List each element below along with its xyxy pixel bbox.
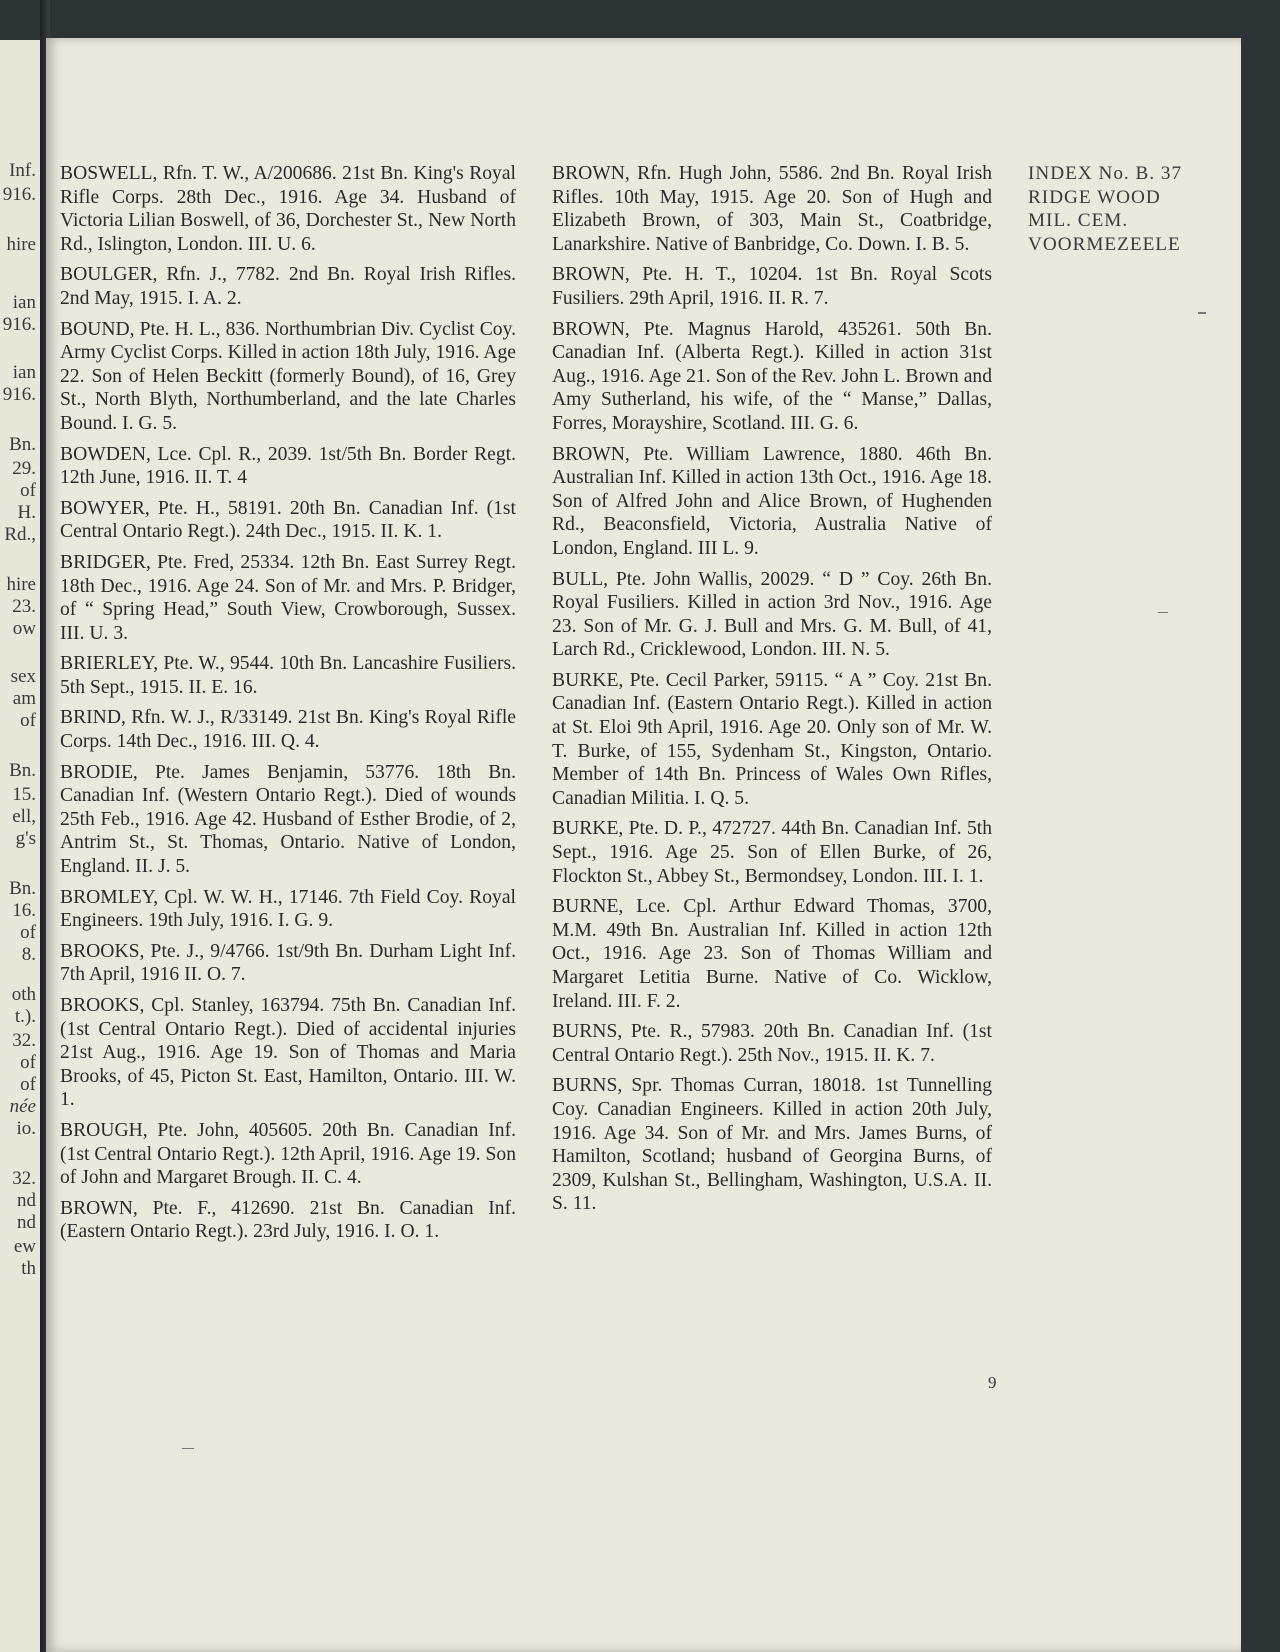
margin-fragment: of xyxy=(20,922,36,943)
register-entry: BOSWELL, Rfn. T. W., A/200686. 21st Bn. King's Royal Rifle Corps. 28th Dec., 1916. Age 34. Husband of Victoria Lilian Boswell, of 36, Dorchester St., New North Rd., Islington, London. III. U. 6. xyxy=(60,163,516,255)
page xyxy=(46,38,1241,1652)
margin-fragment: th xyxy=(21,1258,36,1279)
margin-fragment: t.). xyxy=(14,1006,36,1027)
margin-fragment: g's xyxy=(15,828,36,849)
cemetery-name: RIDGE WOOD xyxy=(1028,186,1161,208)
register-entry: BROUGH, Pte. John, 405605. 20th Bn. Canadian Inf. (1st Central Ontario Regt.). 12th April, 1916. Age 19. Son of John and Margaret Brough. II. C. 4. xyxy=(60,1119,516,1189)
margin-fragment: 32. xyxy=(12,1030,36,1051)
margin-fragment: of xyxy=(20,710,36,731)
margin-fragment: oth xyxy=(11,984,36,1005)
cemetery-index-heading xyxy=(1028,162,1182,256)
register-entry: BROWN, Pte. H. T., 10204. 1st Bn. Royal Scots Fusiliers. 29th April, 1916. II. R. 7. xyxy=(552,264,992,309)
register-entry: BURNS, Spr. Thomas Curran, 18018. 1st Tunnelling Coy. Canadian Engineers. Killed in action 20th July, 1916. Age 34. Son of Mr. and Mrs. James Burns, of Hamilton, Scotland; husband of Georgina Burns, of 2309, Kulshan St., Bellingham, Washington, U.S.A. II. S. 11. xyxy=(552,1075,992,1215)
register-entry: BURKE, Pte. Cecil Parker, 59115. “ A ” Coy. 21st Bn. Canadian Inf. (Eastern Ontario Regt.). Killed in action at St. Eloi 9th April, 1916. Age 20. Only son of Mr. W. T. Burke, of 155, Sydenham St., Kingston, Ontario. Member of 14th Bn. Princess of Wales Own Rifles, Canadian Militia. I. Q. 5. xyxy=(552,669,992,809)
register-entry: BULL, Pte. John Wallis, 20029. “ D ” Coy. 26th Bn. Royal Fusiliers. Killed in action 3rd Nov., 1916. Age 23. Son of Mr. G. J. Bull and Mrs. G. M. Bull, of 41, Larch Rd., Cricklewood, London. III. N. 5. xyxy=(552,568,992,661)
register-entry: BOWDEN, Lce. Cpl. R., 2039. 1st/5th Bn. Border Regt. 12th June, 1916. II. T. 4 xyxy=(60,443,516,489)
margin-fragment: Bn. xyxy=(9,760,36,781)
register-entry: BROOKS, Cpl. Stanley, 163794. 75th Bn. Canadian Inf. (1st Central Ontario Regt.). Died of accidental injuries 21st Aug., 1916. Age 19. Son of Thomas and Maria Brooks, of 45, Picton St. East, Hamilton, Ontario. III. W. 1. xyxy=(60,995,516,1111)
margin-fragment: ian xyxy=(12,362,36,383)
register-entry: BOWYER, Pte. H., 58191. 20th Bn. Canadian Inf. (1st Central Ontario Regt.). 24th Dec., 1915. II. K. 1. xyxy=(60,497,516,543)
register-entry: BRIDGER, Pte. Fred, 25334. 12th Bn. East Surrey Regt. 18th Dec., 1916. Age 24. Son of Mr. and Mrs. P. Bridger, of “ Spring Head,” South View, Crowborough, Sussex. III. U. 3. xyxy=(60,551,516,644)
register-entry: BOUND, Pte. H. L., 836. Northumbrian Div. Cyclist Coy. Army Cyclist Corps. Killed in action 18th July, 1916. Age 22. Son of Helen Beckitt (formerly Bound), of 16, Grey St., North Blyth, Northumberland, and the late Charles Bound. I. G. 5. xyxy=(60,318,516,434)
register-entry: BURNS, Pte. R., 57983. 20th Bn. Canadian Inf. (1st Central Ontario Regt.). 25th Nov., 1915. II. K. 7. xyxy=(552,1021,992,1066)
margin-fragment: H. xyxy=(17,502,36,523)
paper-speck xyxy=(1158,612,1168,613)
margin-fragment: Rd., xyxy=(4,524,36,545)
margin-fragment: hire xyxy=(6,234,36,255)
margin-fragment: sex xyxy=(10,666,36,687)
register-entry: BRODIE, Pte. James Benjamin, 53776. 18th Bn. Canadian Inf. (Western Ontario Regt.). Died of wounds 25th Feb., 1916. Age 42. Husband of Esther Brodie, of 2, Antrim St., St. Thomas, Ontario. Native of London, England. II. J. 5. xyxy=(60,761,516,878)
margin-fragment: of xyxy=(20,1052,36,1073)
paper-speck xyxy=(182,1448,194,1449)
margin-fragment: ian xyxy=(12,292,36,313)
register-entry: BROWN, Pte. Magnus Harold, 435261. 50th Bn. Canadian Inf. (Alberta Regt.). Killed in action 31st Aug., 1916. Age 21. Son of the Rev. John L. Brown and Amy Sutherland, his wife, of the “ Manse,” Dallas, Forres, Morayshire, Scotland. III. G. 6. xyxy=(552,318,992,434)
margin-fragment: of xyxy=(20,480,36,501)
register-entry: BOULGER, Rfn. J., 7782. 2nd Bn. Royal Irish Rifles. 2nd May, 1915. I. A. 2. xyxy=(60,264,516,309)
register-entry: BROMLEY, Cpl. W. W. H., 17146. 7th Field Coy. Royal Engineers. 19th July, 1916. I. G. 9. xyxy=(60,886,516,932)
margin-fragment: io. xyxy=(16,1118,36,1139)
margin-fragment: hire xyxy=(6,574,36,595)
margin-fragment: 16. xyxy=(12,900,36,921)
left-column xyxy=(60,162,516,1251)
margin-fragment: 916. xyxy=(2,384,36,405)
margin-fragment: née xyxy=(9,1096,36,1117)
register-entry: BRIERLEY, Pte. W., 9544. 10th Bn. Lancashire Fusiliers. 5th Sept., 1915. II. E. 16. xyxy=(60,653,516,698)
register-entry: BURNE, Lce. Cpl. Arthur Edward Thomas, 3700, M.M. 49th Bn. Australian Inf. Killed in action 12th Oct., 1916. Age 23. Son of Thomas William and Margaret Letitia Burne. Native of Co. Wicklow, Ireland. III. F. 2. xyxy=(552,896,992,1012)
margin-fragment: ew xyxy=(13,1236,36,1257)
register-entry: BROOKS, Pte. J., 9/4766. 1st/9th Bn. Durham Light Inf. 7th April, 1916 II. O. 7. xyxy=(60,940,516,986)
cemetery-location: VOORMEZEELE xyxy=(1028,233,1181,255)
margin-fragment: Bn. xyxy=(9,434,36,455)
margin-fragment: Inf. xyxy=(9,160,36,181)
paper-speck xyxy=(1198,312,1206,314)
margin-fragment: 916. xyxy=(2,184,36,205)
margin-fragment: 23. xyxy=(12,596,36,617)
margin-fragment: 8. xyxy=(21,944,36,965)
margin-fragment: 29. xyxy=(12,458,36,479)
page-number: 9 xyxy=(988,1373,997,1392)
margin-fragment: Bn. xyxy=(9,878,36,899)
index-number: INDEX No. B. 37 xyxy=(1028,163,1183,184)
margin-fragment: 15. xyxy=(12,784,36,805)
margin-fragment: 916. xyxy=(2,314,36,335)
register-entry: BURKE, Pte. D. P., 472727. 44th Bn. Canadian Inf. 5th Sept., 1916. Age 25. Son of Ellen Burke, of 26, Flockton St., Abbey St., Bermondsey, London. III. I. 1. xyxy=(552,818,992,887)
margin-fragment: 32. xyxy=(12,1168,36,1189)
margin-fragment: nd xyxy=(17,1212,36,1233)
right-column xyxy=(552,162,992,1223)
margin-fragment: ow xyxy=(12,618,36,639)
register-entry: BROWN, Pte. F., 412690. 21st Bn. Canadian Inf. (Eastern Ontario Regt.). 23rd July, 1916. I. O. 1. xyxy=(60,1197,516,1243)
register-entry: BROWN, Pte. William Lawrence, 1880. 46th Bn. Australian Inf. Killed in action 13th Oct., 1916. Age 18. Son of Alfred John and Alice Brown, of Hughenden Rd., Beaconsfield, Victoria, Australia Native of London, England. III L. 9. xyxy=(552,443,992,559)
register-entry: BRIND, Rfn. W. J., R/33149. 21st Bn. King's Royal Rifle Corps. 14th Dec., 1916. III. Q. 4. xyxy=(60,707,516,753)
cemetery-type: MIL. CEM. xyxy=(1028,210,1129,232)
margin-fragment: ell, xyxy=(12,806,36,827)
register-entry: BROWN, Rfn. Hugh John, 5586. 2nd Bn. Royal Irish Rifles. 10th May, 1915. Age 20. Son of Hugh and Elizabeth Brown, of 303, Main St., Coatbridge, Lanarkshire. Native of Banbridge, Co. Down. I. B. 5. xyxy=(552,163,992,255)
margin-fragment: nd xyxy=(17,1190,36,1211)
previous-page-edge xyxy=(0,40,40,1652)
margin-fragment: am xyxy=(12,688,36,709)
margin-fragment: of xyxy=(20,1074,36,1095)
